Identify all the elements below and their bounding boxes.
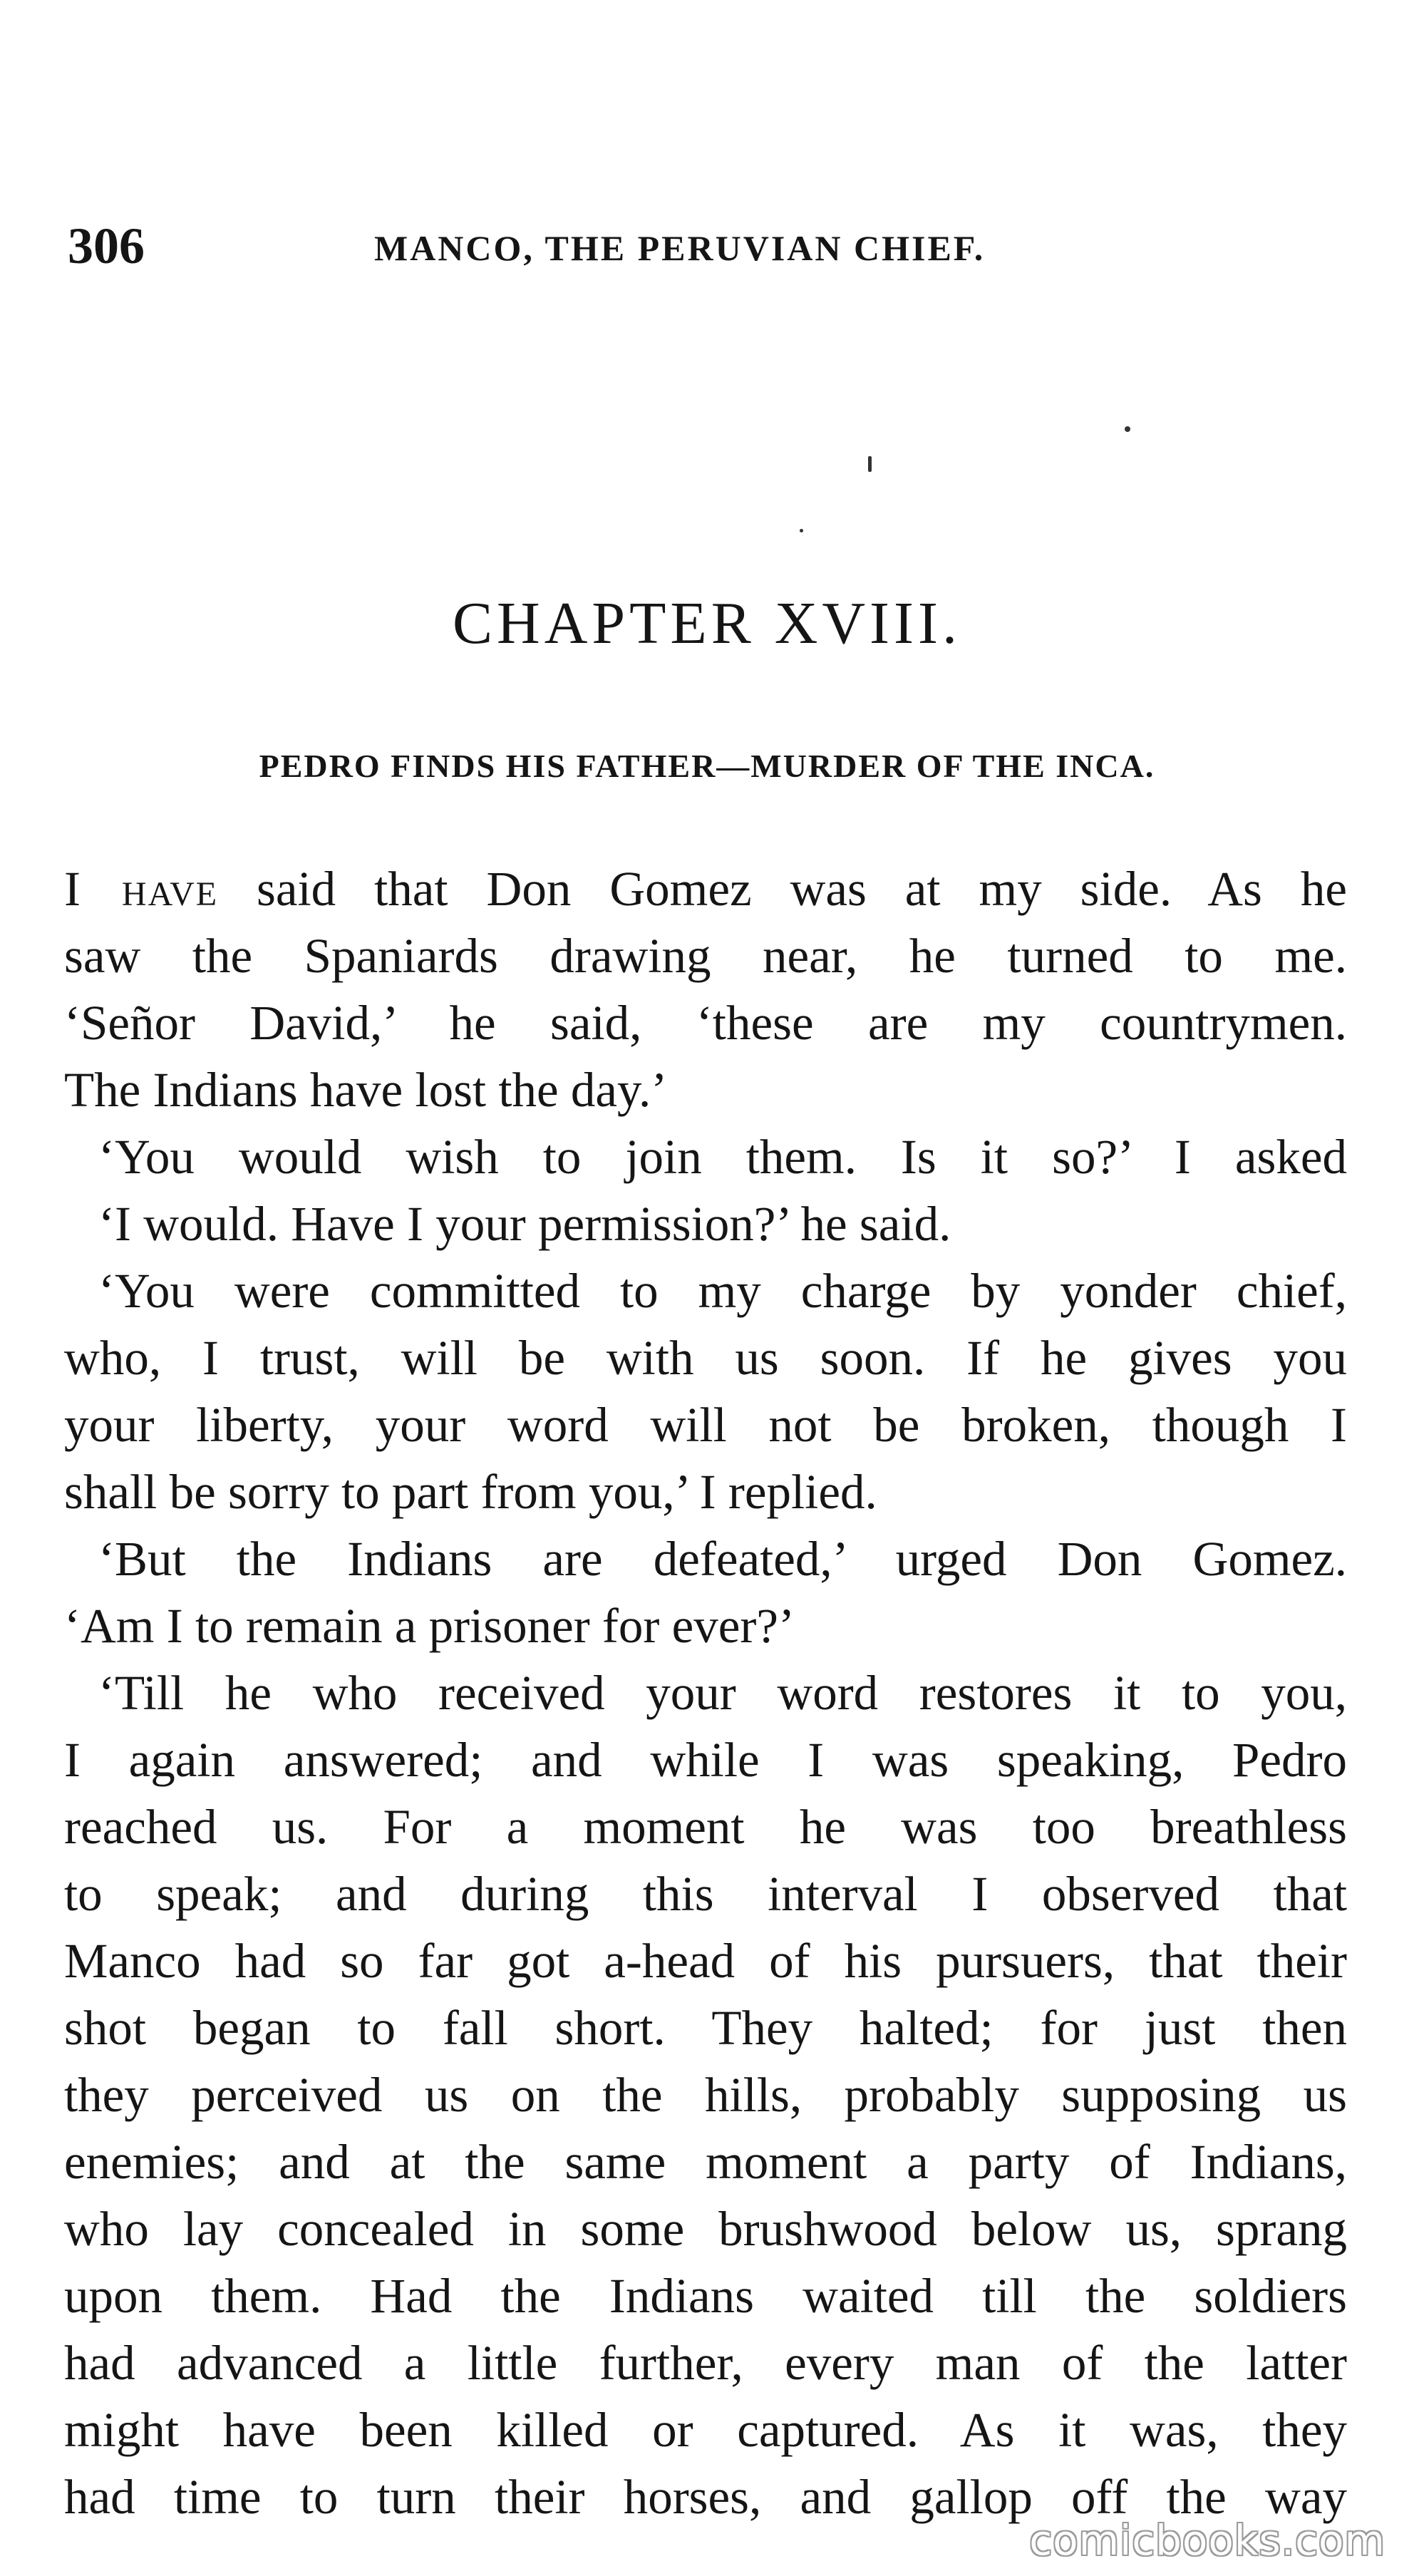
page-number: 306	[68, 217, 145, 274]
text-line: ‘Señor David,’ he said, ‘these are my countrymen.	[64, 996, 1347, 1050]
text-line: had advanced a little further, every man of the latter	[64, 2336, 1347, 2390]
text-line: ‘I would. Have I your permission?’ he said.	[98, 1197, 951, 1251]
print-speck	[800, 529, 803, 532]
text-line: your liberty, your word will not be broken, though I	[64, 1398, 1347, 1452]
text-line: they perceived us on the hills, probably supposing us	[64, 2068, 1347, 2122]
text-line: might have been killed or captured. As it was, they	[64, 2403, 1347, 2457]
text-line: ‘You were committed to my charge by yonder chief,	[98, 1264, 1347, 1318]
text-line: I again answered; and while I was speaking, Pedro	[64, 1733, 1347, 1787]
text-line: reached us. For a moment he was too breathless	[64, 1800, 1347, 1854]
text-line: to speak; and during this interval I observed that	[64, 1867, 1347, 1921]
text-line: enemies; and at the same moment a party of Indians,	[64, 2135, 1347, 2189]
body-text	[64, 855, 1347, 2530]
print-speck	[868, 456, 872, 472]
text-line: The Indians have lost the day.’	[64, 1063, 668, 1117]
text-line: who, I trust, will be with us soon. If he gives you	[64, 1331, 1347, 1385]
print-speck	[1125, 426, 1130, 432]
chapter-subtitle: PEDRO FINDS HIS FATHER—MURDER OF THE INCA.	[259, 748, 1155, 784]
text-line: ‘But the Indians are defeated,’ urged Don Gomez.	[98, 1532, 1347, 1586]
running-title: MANCO, THE PERUVIAN CHIEF.	[374, 228, 986, 268]
running-header	[68, 214, 1351, 278]
watermark-logo: comicbooks.com	[1029, 2516, 1385, 2565]
chapter-title: CHAPTER XVIII.	[453, 590, 961, 656]
text-line: who lay concealed in some brushwood below us, sprang	[64, 2202, 1347, 2256]
text-line: shall be sorry to part from you,’ I replied.	[64, 1465, 877, 1519]
text-line: saw the Spaniards drawing near, he turned to me.	[64, 929, 1347, 983]
text-line	[64, 855, 1347, 922]
text-line: had time to turn their horses, and gallop off the way	[64, 2470, 1347, 2524]
text-line: Manco had so far got a-head of his pursuers, that their	[64, 1934, 1347, 1988]
text-line-content: said that Don Gomez was at my side. As he	[218, 862, 1347, 916]
opening-words: I have	[64, 862, 219, 916]
text-line: ‘Till he who received your word restores it to you,	[98, 1666, 1347, 1720]
text-line: shot began to fall short. They halted; for just then	[64, 2001, 1347, 2055]
text-line: upon them. Had the Indians waited till the soldiers	[64, 2269, 1347, 2323]
text-line: ‘Am I to remain a prisoner for ever?’	[64, 1599, 795, 1653]
text-line: ‘You would wish to join them. Is it so?’ I asked	[98, 1130, 1347, 1184]
